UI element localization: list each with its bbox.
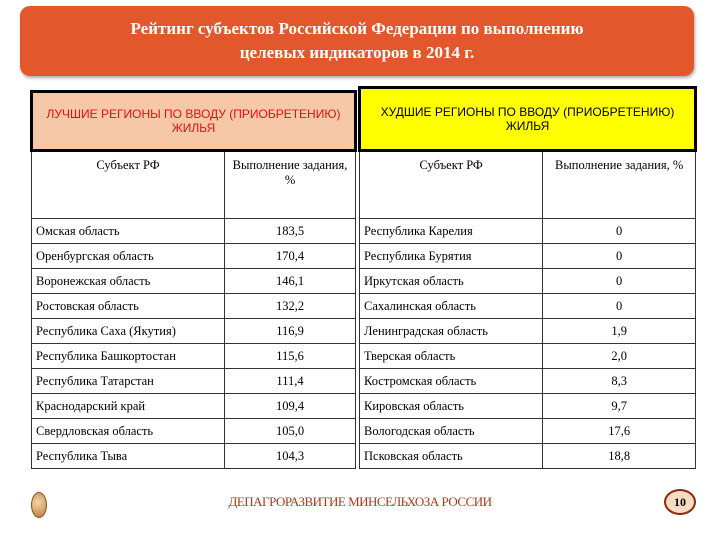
region-name: Республика Саха (Якутия): [32, 319, 225, 344]
region-name: Кировская область: [360, 394, 543, 419]
col-subject-header: Субъект РФ: [32, 151, 225, 219]
table-row: [32, 269, 356, 294]
completion-value: 116,9: [225, 319, 356, 344]
footer-org: ДЕПАГРОРАЗВИТИЕ МИНСЕЛЬХОЗА РОССИИ: [228, 494, 492, 509]
table-row: [360, 344, 696, 369]
table-row: [32, 319, 356, 344]
table-row: [32, 444, 356, 469]
region-name: Иркутская область: [360, 269, 543, 294]
worst-regions-table: [358, 86, 697, 469]
region-name: Республика Татарстан: [32, 369, 225, 394]
best-regions-header: ЛУЧШИЕ РЕГИОНЫ ПО ВВОДУ (ПРИОБРЕТЕНИЮ) ЖИЛЬЯ: [32, 92, 356, 151]
completion-value: 105,0: [225, 419, 356, 444]
table-row: [32, 219, 356, 244]
table-row: [360, 369, 696, 394]
table-row: [360, 269, 696, 294]
region-name: Республика Тыва: [32, 444, 225, 469]
region-name: Ленинградская область: [360, 319, 543, 344]
table-row: [32, 369, 356, 394]
completion-value: 170,4: [225, 244, 356, 269]
table-row: [360, 419, 696, 444]
region-name: Сахалинская область: [360, 294, 543, 319]
completion-value: 183,5: [225, 219, 356, 244]
completion-value: 146,1: [225, 269, 356, 294]
completion-value: 0: [543, 294, 696, 319]
completion-value: 0: [543, 269, 696, 294]
col-completion-header: Выполнение задания, %: [543, 151, 696, 219]
title-line-2: целевых индикаторов в 2014 г.: [239, 43, 475, 62]
slide-title: [20, 6, 694, 76]
table-row: [360, 294, 696, 319]
title-line-1: Рейтинг субъектов Российской Федерации по выполнению: [130, 19, 584, 38]
completion-value: 0: [543, 219, 696, 244]
region-name: Вологодская область: [360, 419, 543, 444]
completion-value: 109,4: [225, 394, 356, 419]
completion-value: 132,2: [225, 294, 356, 319]
col-completion-header: Выполнение задания, %: [225, 151, 356, 219]
completion-value: 17,6: [543, 419, 696, 444]
region-name: Краснодарский край: [32, 394, 225, 419]
region-name: Оренбургская область: [32, 244, 225, 269]
table-row: [32, 244, 356, 269]
table-row: [360, 244, 696, 269]
table-row: [360, 444, 696, 469]
region-name: Свердловская область: [32, 419, 225, 444]
page-number: 10: [664, 489, 696, 515]
table-row: [32, 419, 356, 444]
table-row: [32, 294, 356, 319]
region-name: Омская область: [32, 219, 225, 244]
region-name: Костромская область: [360, 369, 543, 394]
completion-value: 104,3: [225, 444, 356, 469]
region-name: Республика Бурятия: [360, 244, 543, 269]
region-name: Тверская область: [360, 344, 543, 369]
region-name: Республика Карелия: [360, 219, 543, 244]
completion-value: 115,6: [225, 344, 356, 369]
completion-value: 8,3: [543, 369, 696, 394]
best-regions-table: [30, 90, 357, 469]
table-row: [32, 394, 356, 419]
completion-value: 111,4: [225, 369, 356, 394]
completion-value: 18,8: [543, 444, 696, 469]
completion-value: 2,0: [543, 344, 696, 369]
region-name: Воронежская область: [32, 269, 225, 294]
table-row: [360, 319, 696, 344]
completion-value: 0: [543, 244, 696, 269]
region-name: Республика Башкортостан: [32, 344, 225, 369]
worst-regions-header: ХУДШИЕ РЕГИОНЫ ПО ВВОДУ (ПРИОБРЕТЕНИЮ) ЖИЛЬЯ: [360, 88, 696, 151]
region-name: Ростовская область: [32, 294, 225, 319]
completion-value: 9,7: [543, 394, 696, 419]
table-row: [360, 394, 696, 419]
col-subject-header: Субъект РФ: [360, 151, 543, 219]
table-row: [360, 219, 696, 244]
region-name: Псковская область: [360, 444, 543, 469]
table-row: [32, 344, 356, 369]
completion-value: 1,9: [543, 319, 696, 344]
